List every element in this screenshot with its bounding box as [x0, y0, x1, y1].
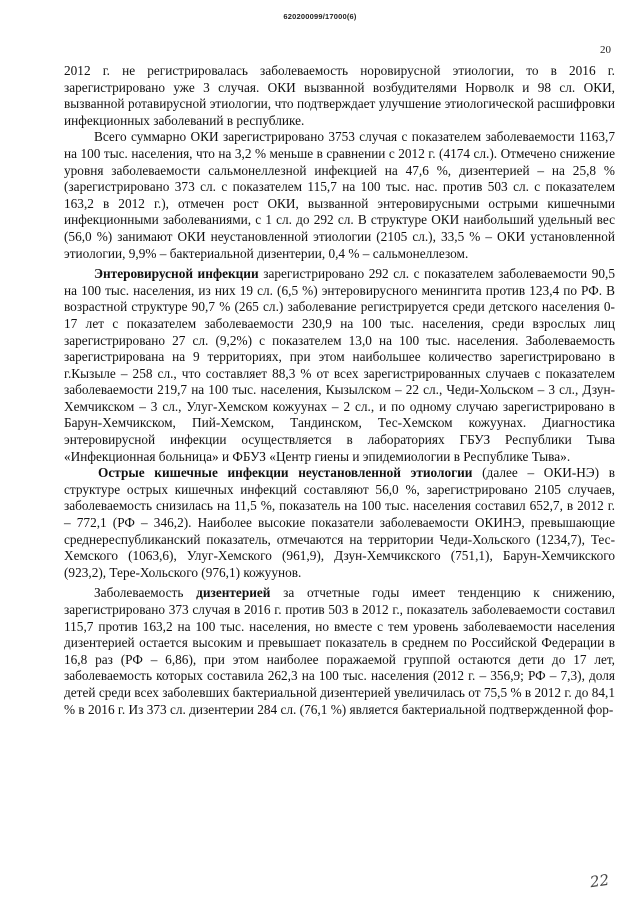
paragraph-enterovirus: [64, 266, 615, 465]
paragraph-text-lead: Заболеваемость: [94, 585, 197, 601]
paragraph-bold-term: дизентерией: [196, 585, 271, 601]
handwritten-page-mark: 22: [588, 870, 611, 892]
paragraph-bold-term: Энтеровирусной инфекции: [94, 266, 259, 282]
paragraph-okine: [64, 465, 615, 581]
paragraph-text: за отчетные годы имеет тенденцию к снижению, зарегистрировано 373 случая в 2016 г. против 503 в 2012 г., показатель заболеваемости составил 115,7 против 163,2 на 100 тыс. населения, но вместе с тем уровень заболеваемости населения дизентерией остается высоким и превышает показатель в среднем по Российской Федерации в 16,8 раз (РФ – 6,86), при этом наиболее поражаемой группой остаются дети до 17 лет, заболеваемость которых составила 262,3 на 100 тыс. населения (2012 г. – 356,9; РФ – 7,3), доля детей среди всех заболевших бактериальной дизентерией увеличилась от 75,5 % в 2012 г. до 84,1 % в 2016 г. Из 373 сл. дизентерии 284 сл. (76,1 %) является бактериальной подтвержденной фор-: [64, 585, 615, 717]
paragraph-text: (далее – ОКИ-НЭ) в структуре острых кишечных инфекций составляют 56,0 %, зарегистрировано 2105 случаев, заболеваемость снизилась на 11,5 %, показатель на 100 тыс. населения составил 652,7, в 2012 г. – 772,1 (РФ – 346,2). Наиболее высокие показатели заболеваемости ОКИНЭ, превышающие среднереспубликанский показатель, отмечаются на территории Чеди-Хольского (1234,7), Тес-Хемского (1063,6), Улуг-Хемского (961,9), Дзун-Хемчикского (751,1), Барун-Хемчикского (923,2), Тере-Хольского (976,1) кожуунов.: [64, 465, 615, 580]
paragraph-bold-term: Острые кишечные инфекции неустановленной этиологии: [98, 465, 473, 481]
page-number: 20: [600, 44, 611, 56]
paragraph-norovirus: [64, 63, 615, 129]
document-id: 620200099/17000(6): [283, 12, 357, 21]
paragraph-text: зарегистрировано 292 сл. с показателем заболеваемости 90,5 на 100 тыс. населения, из них 19 сл. (6,5 %) энтеровирусного менингита против 123,4 по РФ. В возрастной структуре 90,7 % (265 сл.) заболевание регистрируется среди детского населения 0-17 лет с показателем заболеваемости 230,9 на 100 тыс. населения, среди взрослых лиц зарегистрировано 27 сл. (9,2%) с показателем 13,0 на 100 тыс. населения. Заболеваемость зарегистрирована на 9 территориях, при этом наибольшее количество зарегистрировано в г.Кызыле – 258 сл., что составляет 88,3 % от всех зарегистрированных случаев с показателем заболеваемости 219,7 на 100 тыс. населения, Кызылском – 22 сл., Чеди-Хольском – 3 сл., Дзун-Хемчикском – 3 сл., Улуг-Хемском кожуунах – 2 сл., и по одному случаю зарегистрировано в Барун-Хемчикском, Пий-Хемском, Тандинском, Тес-Хемском кожуунах. Диагностика энтеровирусной инфекции осуществляется в лабораториях ГБУЗ Республики Тыва «Инфекционная больница» и ФБУЗ «Центр гиены и эпидемиологии в Республике Тыва».: [64, 266, 615, 464]
document-body: [64, 63, 615, 718]
paragraph-text: 2012 г. не регистрировалась заболеваемость норовирусной этиологии, то в 2016 г. зарегистрировано уже 3 случая. ОКИ вызванной возбудителями Норволк и 98 сл. ОКИ, вызванной ротавирусной этиологии, что подтверждает улучшение этиологической расшифровки инфекционных заболеваний в республике.: [64, 63, 615, 128]
paragraph-dysentery: [64, 585, 615, 718]
paragraph-oki-total: [64, 129, 615, 262]
paragraph-text: Всего суммарно ОКИ зарегистрировано 3753 случая с показателем заболеваемости 1163,7 на 100 тыс. населения, что на 3,2 % меньше в сравнении с 2012 г. (4174 сл.). Отмечено снижение уровня заболеваемости сальмонеллезной инфекцией на 47,6 %, дизентерией – на 25,8 % (зарегистрировано 373 сл. с показателем 115,7 на 100 тыс. нас. против 503 сл. с показателем 163,2 в 2012 г.), отмечен рост ОКИ, вызванной энтеровирусными острыми кишечными инфекционными заболеваниями, с 1 сл. до 292 сл. В структуре ОКИ наибольший удельный вес (56,0 %) занимают ОКИ неустановленной этиологии (2105 сл.), 33,5 % – ОКИ установленной этиологии, 9,9% – бактериальной дизентерии, 0,4 % – сальмонеллезом.: [64, 129, 615, 261]
